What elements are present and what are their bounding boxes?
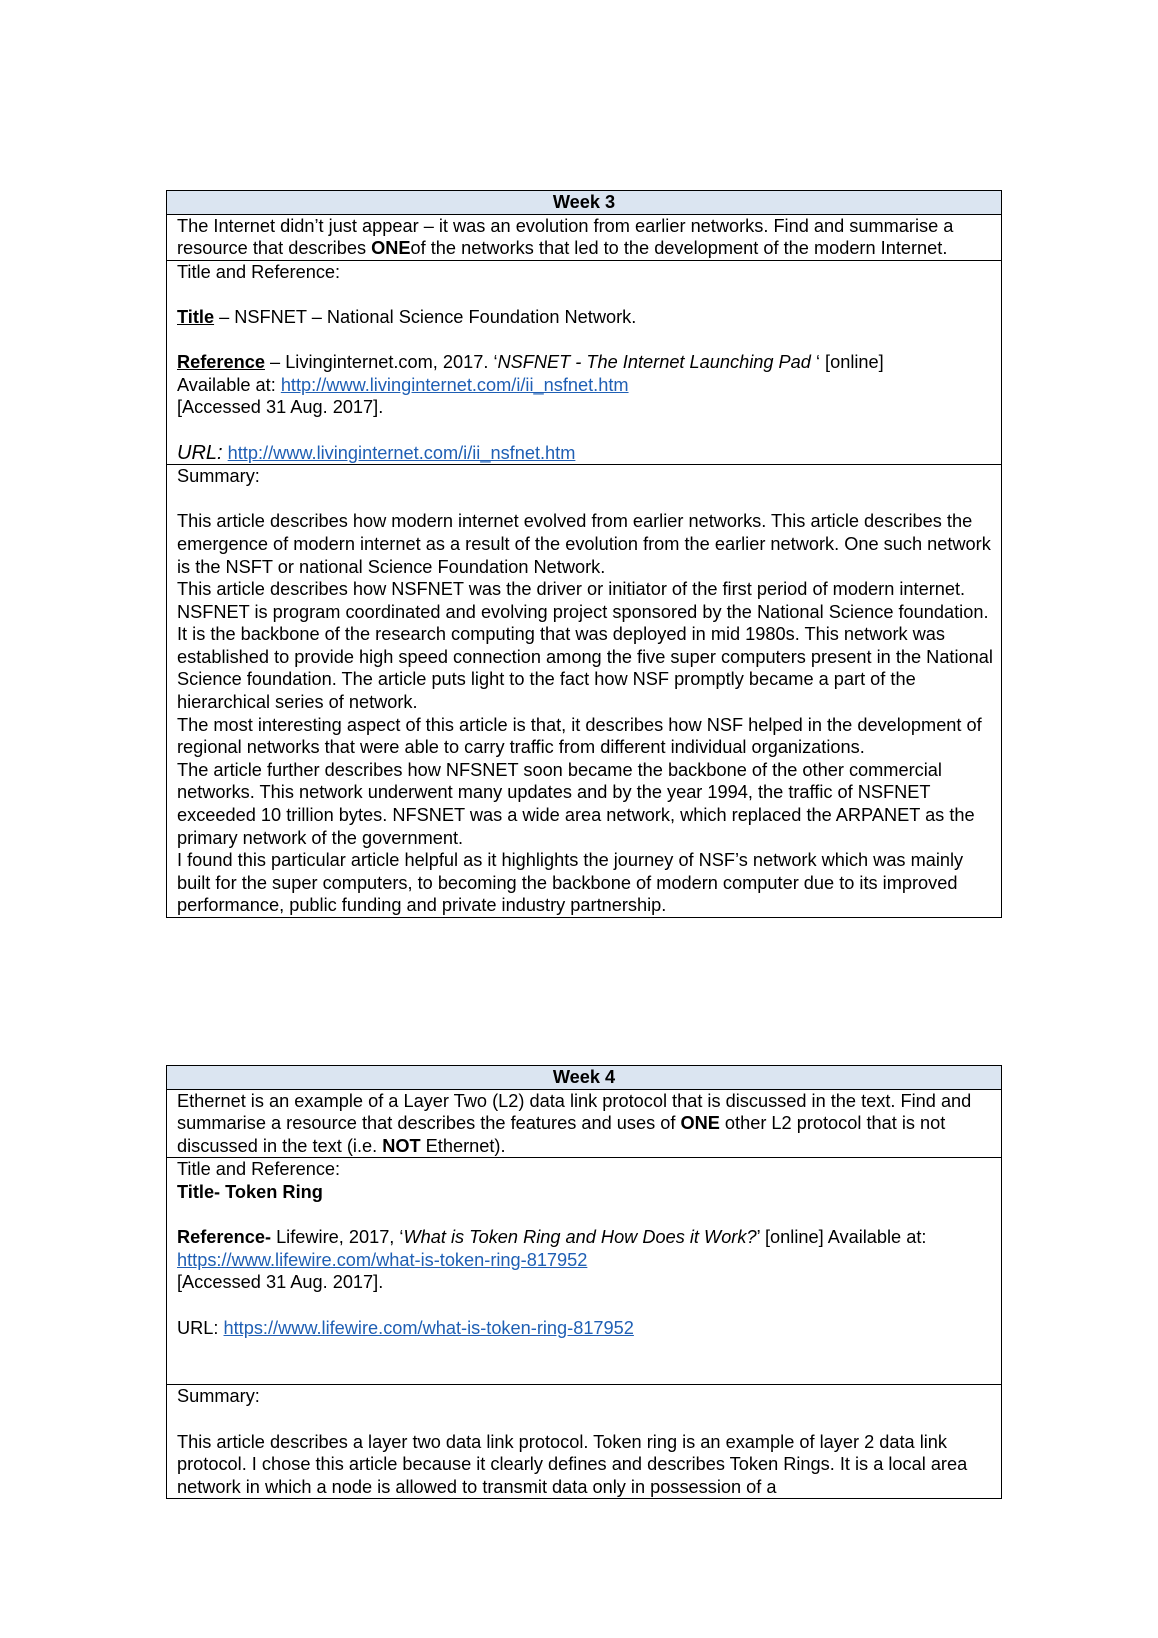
week3-summary-cell (167, 465, 1002, 918)
week3-ref-label: Title and Reference: (177, 261, 341, 282)
week4-prompt: Ethernet is an example of a Layer Two (L2) data link protocol that is discussed in the text. Find and summarise a resource that describes the features and uses of ONE other L2 protocol that is not discussed in the text (i.e. NOT Ethernet). (167, 1089, 1002, 1158)
week4-table (166, 1065, 1002, 1499)
week3-summary-paragraph: This article describes how NSFNET was the driver or initiator of the first period of modern internet. NSFNET is program coordinated and evolving project sponsored by the National Science foundation. It is the backbone of the research computing that was deployed in mid 1980s. This network was established to provide high speed connection among the five super computers present in the National Science foundation. The article puts light to the fact how NSF promptly became a part of the hierarchical series of network. (177, 579, 993, 713)
week3-url-line: URL: http://www.livinginternet.com/i/ii_nsfnet.htm (177, 441, 576, 464)
week3-title-line: Title – NSFNET – National Science Foundation Network. (177, 306, 637, 327)
week3-reference-line: Reference – Livinginternet.com, 2017. ‘NSFNET - The Internet Launching Pad ‘ [online] Available at: http://www.livinginternet.com/i/ii_nsfnet.htm [Accessed 31 Aug. 2017]. (177, 352, 884, 418)
week4-summary-cell (167, 1385, 1002, 1499)
week3-reference-cell (167, 260, 1002, 464)
week4-ref-label: Title and Reference: (177, 1159, 341, 1180)
week3-summary-label: Summary: (177, 466, 260, 487)
week4-summary-paragraph: This article describes a layer two data link protocol. Token ring is an example of layer 2 data link protocol. I chose this article because it clearly defines and describes Token Rings. It is a local area network in which a node is allowed to transmit data only in possession of a (177, 1431, 968, 1497)
week4-url-link[interactable]: https://www.lifewire.com/what-is-token-ring-817952 (223, 1317, 634, 1338)
week4-heading: Week 4 (167, 1066, 1002, 1090)
week4-reference-line: Reference- Lifewire, 2017, ‘What is Token Ring and How Does it Work?’ [online] Available at: https://www.lifewire.com/what-is-token-ring-817952 [Accessed 31 Aug. 2017]. (177, 1227, 927, 1293)
week3-summary-paragraph: The most interesting aspect of this article is that, it describes how NSF helped in the development of regional networks that were able to carry traffic from different individual organizations. (177, 714, 982, 758)
week3-table (166, 190, 1002, 918)
week3-summary-paragraph: This article describes how modern internet evolved from earlier networks. This article describes the emergence of modern internet as a result of the evolution from the earlier network. One such network is the NSFT or national Science Foundation Network. (177, 511, 991, 577)
week3-summary-paragraph: The article further describes how NFSNET soon became the backbone of the other commercial networks. This network underwent many updates and by the year 1994, the traffic of NSFNET exceeded 10 trillion bytes. NFSNET was a wide area network, which replaced the ARPANET as the primary network of the government. (177, 759, 975, 848)
week4-title-line: Title- Token Ring (177, 1181, 323, 1202)
week3-prompt: The Internet didn’t just appear – it was an evolution from earlier networks. Find and summarise a resource that describes ONEof the networks that led to the development of the modern Internet. (167, 214, 1002, 260)
week3-url-link[interactable]: http://www.livinginternet.com/i/ii_nsfnet.htm (227, 442, 576, 463)
week4-reference-link[interactable]: https://www.lifewire.com/what-is-token-ring-817952 (177, 1249, 588, 1270)
week4-reference-cell (167, 1158, 1002, 1385)
week3-heading: Week 3 (167, 191, 1002, 215)
week4-url-line: URL: https://www.lifewire.com/what-is-token-ring-817952 (177, 1317, 634, 1338)
week3-available-link[interactable]: http://www.livinginternet.com/i/ii_nsfnet.htm (280, 374, 629, 395)
week4-summary-label: Summary: (177, 1386, 260, 1407)
week3-summary-paragraph: I found this particular article helpful as it highlights the journey of NSF’s network which was mainly built for the super computers, to becoming the backbone of modern computer due to its improved performance, public funding and private industry partnership. (177, 850, 964, 916)
